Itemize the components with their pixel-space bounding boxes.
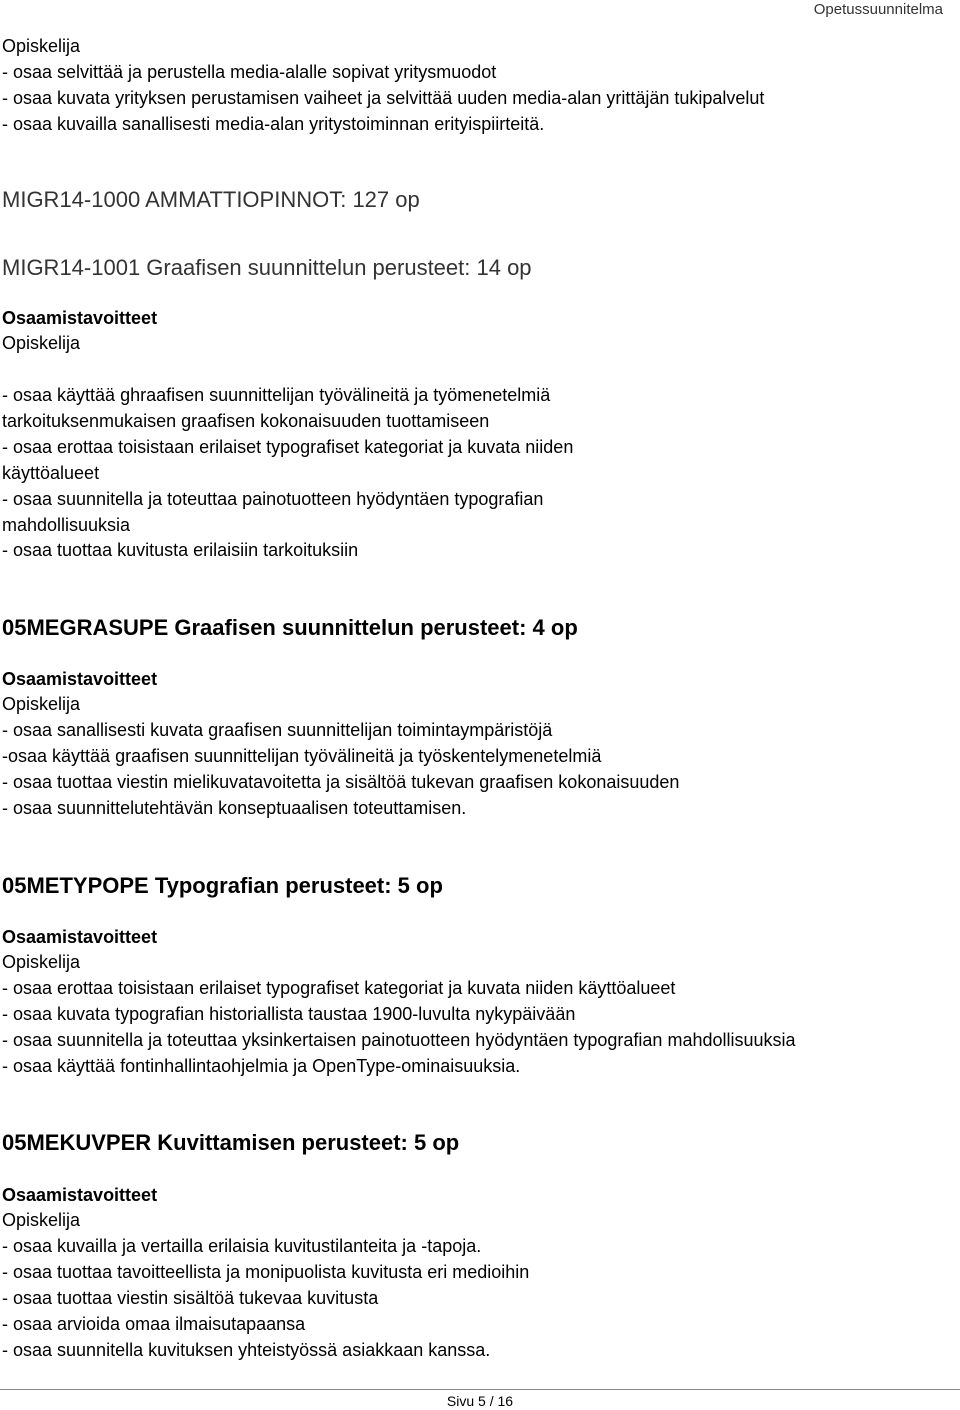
course-objectives <box>2 924 950 1080</box>
module-item: - osaa erottaa toisistaan erilaiset typografiset kategoriat ja kuvata niiden <box>2 436 574 457</box>
module-role: Opiskelija <box>2 333 81 353</box>
intro-section <box>2 34 950 138</box>
module-objectives <box>2 305 950 357</box>
course-title: 05MEKUVPER Kuvittamisen perusteet: 5 op <box>2 1130 460 1155</box>
course-item: - osaa tuottaa viestin mielikuvatavoitetta ja sisältöä tukevan graafisen kokonaisuuden <box>2 771 680 792</box>
course-item: - osaa tuottaa tavoitteellista ja monipuolista kuvitusta eri medioihin <box>2 1261 530 1282</box>
course-role: Opiskelija <box>2 1210 81 1230</box>
course-item: - osaa käyttää fontinhallintaohjelmia ja OpenType-ominaisuuksia. <box>2 1055 521 1076</box>
module-section <box>2 254 950 282</box>
course-item: -osaa käyttää graafisen suunnittelijan työvälineitä ja työskentelymenetelmiä <box>2 745 602 766</box>
module-item: käyttöalueet <box>2 462 100 483</box>
course-role: Opiskelija <box>2 694 81 714</box>
course-role: Opiskelija <box>2 952 81 972</box>
module-item: - osaa käyttää ghraafisen suunnittelijan työvälineitä ja työmenetelmiä <box>2 385 551 405</box>
course-section <box>2 872 950 900</box>
module-item: mahdollisuuksia <box>2 514 131 535</box>
course-objectives <box>2 1182 950 1363</box>
course-item: - osaa kuvailla ja vertailla erilaisia kuvitustilanteita ja -tapoja. <box>2 1235 482 1256</box>
module-subheading: Osaamistavoitteet <box>2 308 158 328</box>
course-item: - osaa suunnitella kuvituksen yhteistyössä asiakkaan kanssa. <box>2 1339 491 1360</box>
course-section <box>2 1129 950 1157</box>
course-section <box>2 614 950 642</box>
intro-item: - osaa selvittää ja perustella media-alalle sopivat yritysmuodot <box>2 61 497 82</box>
module-item: - osaa suunnitella ja toteuttaa painotuotteen hyödyntäen typografian <box>2 488 544 509</box>
module-item: tarkoituksenmukaisen graafisen kokonaisuuden tuottamiseen <box>2 410 490 431</box>
module-item: - osaa tuottaa kuvitusta erilaisiin tarkoituksiin <box>2 540 359 561</box>
course-item: - osaa kuvata typografian historiallista taustaa 1900-luvulta nykypäivään <box>2 1003 576 1024</box>
module-items <box>2 383 950 564</box>
course-subheading: Osaamistavoitteet <box>2 927 158 947</box>
course-item: - osaa suunnitella ja toteuttaa yksinkertaisen painotuotteen hyödyntäen typografian mahdollisuuksia <box>2 1029 796 1050</box>
course-objectives <box>2 666 950 822</box>
document-type-header: Opetussuunnitelma <box>813 1 943 18</box>
course-item: - osaa suunnittelutehtävän konseptuaalisen toteuttamisen. <box>2 797 467 818</box>
course-item: - osaa tuottaa viestin sisältöä tukevaa kuvitusta <box>2 1287 379 1308</box>
page-number: Sivu 5 / 16 <box>446 1393 514 1409</box>
main-heading-section <box>2 186 950 214</box>
course-item: - osaa arvioida omaa ilmaisutapaansa <box>2 1313 306 1334</box>
module-title: MIGR14-1001 Graafisen suunnittelun perusteet: 14 op <box>2 255 532 280</box>
course-subheading: Osaamistavoitteet <box>2 669 158 689</box>
course-title: 05MEGRASUPE Graafisen suunnittelun perusteet: 4 op <box>2 615 578 640</box>
intro-role: Opiskelija <box>2 36 81 56</box>
course-subheading: Osaamistavoitteet <box>2 1185 158 1205</box>
course-item: - osaa erottaa toisistaan erilaiset typografiset kategoriat ja kuvata niiden käyttöalueet <box>2 977 676 998</box>
intro-item: - osaa kuvata yrityksen perustamisen vaiheet ja selvittää uuden media-alan yrittäjän tukipalvelut <box>2 87 765 108</box>
footer-divider <box>0 1389 960 1390</box>
intro-item: - osaa kuvailla sanallisesti media-alan yritystoiminnan erityispiirteitä. <box>2 113 545 134</box>
course-title: 05METYPOPE Typografian perusteet: 5 op <box>2 873 443 898</box>
main-heading: MIGR14-1000 AMMATTIOPINNOT: 127 op <box>2 187 420 212</box>
course-item: - osaa sanallisesti kuvata graafisen suunnittelijan toimintaympäristöjä <box>2 719 553 740</box>
